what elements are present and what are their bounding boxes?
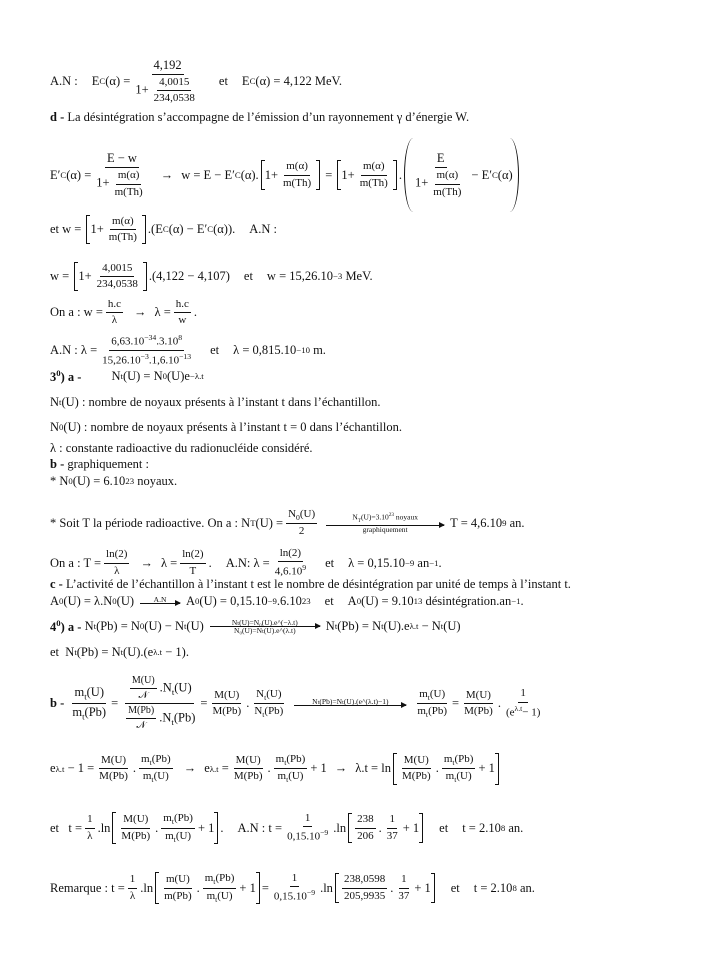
age-formula: et t = $\frac{1}{\lambda}$ .ln $\frac{M(U)}{M(Pb)}$ . $\frac{m_t(Pb)}{m_t(U)}$ + 1 . A.N : t = $\frac{1}{0,15.10^{-9}}$ .ln $\frac{238}{206}$ . $\frac{1}{37}$ + 1 et t = 2.10 8 an. xyxy=(50,812,524,844)
equation-w-expression: et w = 1+ $\frac{m(\alpha)}{m(Th)}$ .(E C (α) − E′ C (α)). A.N : xyxy=(50,215,278,244)
definition-lambda: λ : constante radioactive du radionucléide considéré. xyxy=(50,441,313,455)
exponential-derivation: e λ.t − 1 = $\frac{M(U)}{M(Pb)}$ . $\frac{m_t(Pb)}{m_t(U)}$ → e λ.t = $\frac{M(U)}{M(Pb)}$ . $\frac{m_t(Pb)}{m_t(U)}$ + 1 → λ.t = ln $\frac{M(U)}{M(Pb)}$ . $\frac{m_t(Pb)}{m_t(U)}$ + 1 xyxy=(50,753,501,785)
definition-nt: N t (U) : nombre de noyaux présents à l’instant t dans l’échantillon. xyxy=(50,395,381,409)
ec-fraction: 4,192 1+ $\frac{4,0015}{234,0538}$ xyxy=(135,58,195,105)
section-c: c - L’activité de l’échantillon à l’instant t est le nombre de désintégration par unité de temps à l’instant t. xyxy=(50,577,571,591)
activity-equation: A 0 (U) = λ.N 0 (U) A.N A 0 (U) = 0,15.10 −9 .6.10 23 et A 0 (U) = 9.10 13 désintégration.an −1 . xyxy=(50,594,524,608)
remark: Remarque : t = $\frac{1}{\lambda}$ .ln $\frac{m(U)}{m(Pb)}$ . $\frac{m_t(Pb)}{m_t(U)}$ + 1 = $\frac{1}{0,15.10^{-9}}$ .ln $\frac{238,0598}{205,9935}$ . $\frac{1}{37}$ + 1 et t = 2.10 8 an. xyxy=(50,872,535,904)
an-ec-alpha-line: A.N : E C (α) = 4,192 1+ $\frac{4,0015}{234,0538}$ et E C (α) = 4,122 MeV. xyxy=(50,58,343,105)
equation-w-numeric: w = 1+ $\frac{4,0015}{234,0538}$ .(4,122 − 4,107) et w = 15,26.10 −3 MeV. xyxy=(50,262,373,291)
lambda-from-period: On a : T = $\frac{\ln(2)}{\lambda}$ → λ = $\frac{\ln(2)}{T}$ . A.N: λ = $\frac{\ln(2)}{4,6.10^9}$ et λ = 0,15.10 −9 an −1 . xyxy=(50,547,442,578)
section-b-graph: b - graphiquement : xyxy=(50,457,149,471)
n0-value: * N 0 (U) = 6.10 23 noyaux. xyxy=(50,474,178,488)
arrow-graphiquement: $N_T(U)=3.10^{23}$ noyaux graphiquement xyxy=(326,513,444,533)
period-determination: * Soit T la période radioactive. On a : N T (U) = $\frac{N_0(U)}{2}$ $N_T(U)=3.10^{23}$ noyaux graphiquement T = 4,6.10 9 an. xyxy=(50,508,525,538)
section-3a: $3^0$) a - N t (U) = N 0 (U)e −λ.t xyxy=(50,368,204,385)
section-d: d - La désintégration s’accompagne de l’émission d’un rayonnement γ d’énergie W. xyxy=(50,110,470,124)
section-4b-mass-ratio: b - $\frac{m_t(U)}{m_t(Pb)}$ = $\frac{M(U)}{\text{𝒩}}$ $.N_t(U)$ $\frac{M(Pb)}{\text{𝒩}}$ $.N_t(Pb)$ = $\frac{M(U)}{M(Pb)}$ . $\frac{N_t(U)}{N_t(Pb)}$ Nₜ(Pb)=Nₜ(U).(e^(λ.t)−1) $\frac{m_t(U)}{m_t(Pb)}$ = $\frac{M(U)}{M(Pb)}$ . $\frac{1}{(e^{\lambda.t}- 1)}$ xyxy=(50,675,541,731)
equation-lambda-formula: On a : w = $\frac{h.c}{\lambda}$ → λ = $\frac{h.c}{w}$ . xyxy=(50,298,198,327)
npb-expression: et N t (Pb) = N t (U).(e λ.t − 1). xyxy=(50,645,189,659)
definition-n0: N 0 (U) : nombre de noyaux présents à l’instant t = 0 dans l’échantillon. xyxy=(50,420,402,434)
equation-lambda-numeric: A.N : λ = $\frac{6,63.10^{-34}.3.10^8}{15,26.10^{-3}.1,6.10^{-13}}$ et λ = 0,815.10 −10 m. xyxy=(50,333,326,367)
equation-w-derivation: E′ C (α) = E − w 1+ $\frac{m(\alpha)}{m(Th)}$ → w = E − E′ C (α). 1+ $\frac{m(\alpha)}{m(Th)}$ = 1+ $\frac{m(\alpha)}{m(Th)}$ . E 1+ $\frac{m(\alpha)}{m(Th)}$ − E′ C (α) xyxy=(50,138,521,212)
section-4a: $4^0$) a - N t (Pb) = N 0 (U) − N t (U) Nₜ(U)=N₀(U).e^(−λ.t) N₀(U)=Nₜ(U).e^(λ.t) N t (Pb) = N t (U).e λ.t − N t (U) xyxy=(50,617,461,636)
